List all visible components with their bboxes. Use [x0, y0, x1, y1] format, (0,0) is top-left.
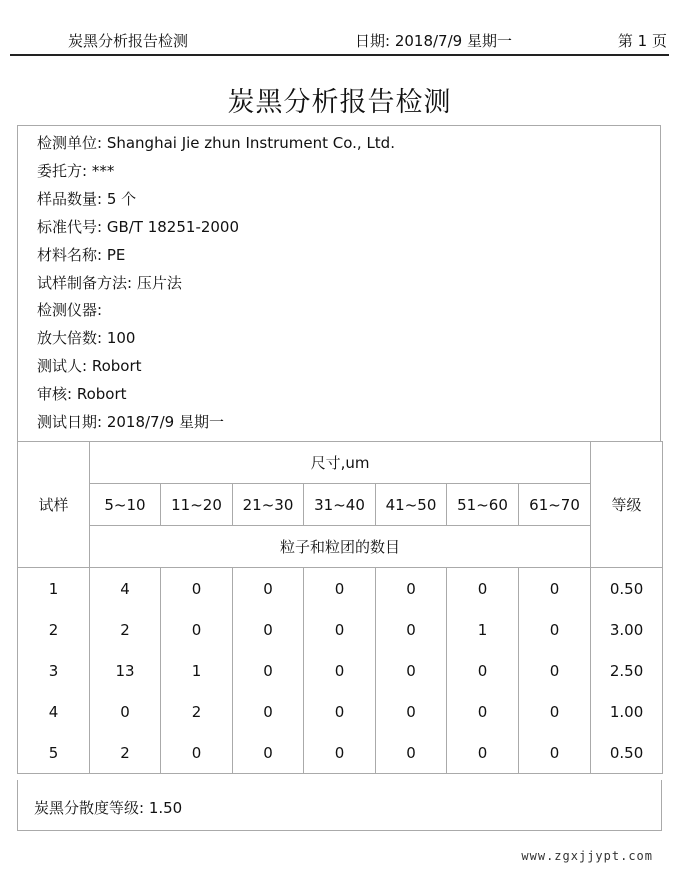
sample-id-cell: 3: [18, 650, 90, 691]
table-row: [18, 691, 663, 732]
sample-id-cell: 2: [18, 609, 90, 650]
count-cell: 0: [519, 732, 591, 774]
size-column-header: 5~10: [90, 484, 161, 526]
size-column-header: 31~40: [304, 484, 376, 526]
grade-column-header: 等级: [591, 442, 663, 568]
count-group-header: 粒子和粒团的数目: [90, 526, 591, 568]
count-cell: 0: [90, 691, 161, 732]
dispersion-grade-summary: 炭黑分散度等级: 1.50: [34, 799, 183, 817]
info-preparation-method: 试样制备方法: 压片法: [37, 274, 182, 292]
watermark: www.zgxjjypt.com: [521, 849, 653, 863]
size-group-header: 尺寸,um: [90, 442, 591, 484]
page-header: [10, 28, 669, 56]
count-cell: 0: [519, 691, 591, 732]
info-tester: 测试人: Robort: [37, 357, 142, 375]
count-cell: 4: [90, 568, 161, 610]
count-cell: 0: [519, 568, 591, 610]
sample-id-cell: 5: [18, 732, 90, 774]
count-cell: 0: [233, 609, 304, 650]
count-cell: 0: [161, 732, 233, 774]
table-row: [18, 650, 663, 691]
header-title: 炭黑分析报告检测: [68, 32, 189, 50]
table-row: [18, 609, 663, 650]
info-standard-code: 标准代号: GB/T 18251-2000: [37, 218, 240, 236]
report-info-box: [17, 125, 661, 441]
count-cell: 0: [447, 691, 519, 732]
count-cell: 2: [161, 691, 233, 732]
info-testing-unit: 检测单位: Shanghai Jie zhun Instrument Co., Ltd.: [37, 134, 395, 152]
count-cell: 0: [447, 732, 519, 774]
count-cell: 0: [161, 609, 233, 650]
count-cell: 0: [233, 568, 304, 610]
count-cell: 0: [161, 568, 233, 610]
count-cell: 0: [304, 691, 376, 732]
report-title: 炭黑分析报告检测: [227, 87, 452, 118]
grade-cell: 0.50: [591, 732, 663, 774]
size-column-header: 11~20: [161, 484, 233, 526]
info-sample-count: 样品数量: 5 个: [37, 190, 137, 208]
count-cell: 0: [233, 732, 304, 774]
info-material-name: 材料名称: PE: [37, 246, 126, 264]
sample-column-header: 试样: [18, 442, 90, 568]
size-column-header: 61~70: [519, 484, 591, 526]
size-column-header: 41~50: [376, 484, 447, 526]
info-instrument: 检测仪器:: [37, 301, 103, 319]
size-column-header: 21~30: [233, 484, 304, 526]
summary-box: [17, 780, 662, 831]
header-page-number: 第 1 页: [617, 32, 667, 50]
count-cell: 0: [376, 650, 447, 691]
info-test-date: 测试日期: 2018/7/9 星期一: [37, 413, 224, 431]
count-cell: 2: [90, 732, 161, 774]
count-cell: 0: [519, 609, 591, 650]
count-cell: 0: [376, 732, 447, 774]
count-cell: 0: [304, 650, 376, 691]
count-cell: 0: [376, 609, 447, 650]
count-cell: 0: [233, 650, 304, 691]
header-date: 日期: 2018/7/9 星期一: [355, 32, 512, 50]
count-cell: 0: [304, 732, 376, 774]
count-cell: 2: [90, 609, 161, 650]
count-cell: 1: [161, 650, 233, 691]
size-column-header: 51~60: [447, 484, 519, 526]
sample-id-cell: 1: [18, 568, 90, 610]
info-magnification: 放大倍数: 100: [37, 329, 136, 347]
grade-cell: 3.00: [591, 609, 663, 650]
count-cell: 0: [376, 568, 447, 610]
results-table: [17, 441, 663, 774]
count-cell: 0: [447, 568, 519, 610]
count-cell: 13: [90, 650, 161, 691]
grade-cell: 2.50: [591, 650, 663, 691]
sample-id-cell: 4: [18, 691, 90, 732]
count-cell: 1: [447, 609, 519, 650]
count-cell: 0: [233, 691, 304, 732]
count-cell: 0: [519, 650, 591, 691]
info-reviewer: 审核: Robort: [37, 385, 127, 403]
count-cell: 0: [304, 609, 376, 650]
count-cell: 0: [304, 568, 376, 610]
grade-cell: 1.00: [591, 691, 663, 732]
info-client: 委托方: ***: [37, 162, 115, 180]
table-row: [18, 732, 663, 774]
count-cell: 0: [447, 650, 519, 691]
table-row: [18, 568, 663, 610]
grade-cell: 0.50: [591, 568, 663, 610]
count-cell: 0: [376, 691, 447, 732]
